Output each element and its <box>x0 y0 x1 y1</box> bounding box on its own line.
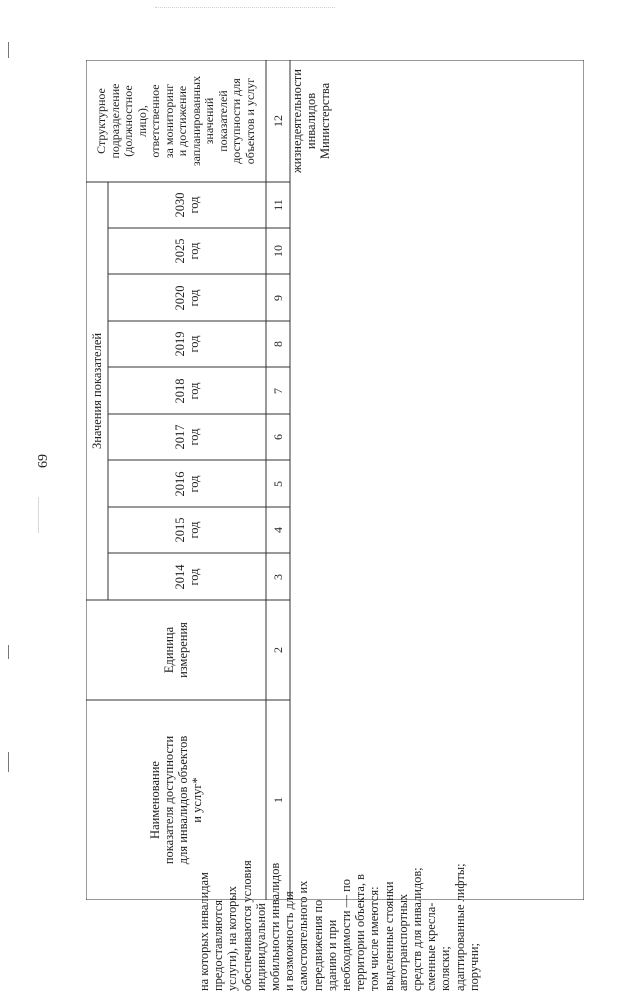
indicators-table <box>86 60 584 991</box>
column-number: 12 <box>271 115 285 127</box>
body-responsible-cell <box>290 60 584 182</box>
header-year: 2016 год <box>173 471 201 496</box>
crop-mark <box>8 752 9 772</box>
header-year-cell <box>108 507 266 553</box>
column-number: 6 <box>271 434 285 440</box>
column-number-cell <box>266 274 290 321</box>
header-year: 2019 год <box>173 331 201 357</box>
column-number-cell <box>266 321 290 367</box>
column-number-cell <box>266 367 290 414</box>
header-year-cell <box>108 414 266 460</box>
column-number-cell <box>266 460 290 507</box>
header-values-group: Значения показателей <box>90 332 105 450</box>
column-number: 8 <box>271 341 285 347</box>
column-number: 1 <box>271 797 285 803</box>
column-number: 3 <box>271 573 285 580</box>
column-number: 5 <box>271 480 285 487</box>
column-number: 2 <box>271 647 285 653</box>
header-year-cell <box>108 553 266 600</box>
column-number-cell <box>266 600 290 700</box>
header-responsible: Структурное подразделение (должностное лицо), ответственное за мониторинг и достижение запланированных значений показателей доступности для объектов и услуг <box>94 75 257 167</box>
crop-mark <box>8 645 9 659</box>
header-year-cell <box>108 367 266 414</box>
header-values-group-cell <box>86 182 108 600</box>
header-year: 2020 год <box>173 285 201 310</box>
column-number-cell <box>266 507 290 553</box>
column-number-cell <box>266 553 290 600</box>
body-name: на которых инвалидам предоставляются услуги), на которых обеспечиваются условия индивидуальной мобильности инвалидов и возможность для самостоятельного их передвижения по зданию и при необходимости — по территории объекта, в том числе имеются: выделенные стоянки автотранспортных средств для инвалидов; сменные кресла- коляски; адаптированные лифты; поручни; <box>196 860 481 991</box>
header-year-cell <box>108 321 266 367</box>
page-number: 69 <box>36 454 51 468</box>
column-number-cell <box>266 182 290 228</box>
header-unit-cell <box>86 600 266 700</box>
body-name-cell <box>196 700 584 991</box>
column-number: 10 <box>271 245 285 257</box>
column-number: 9 <box>271 294 285 301</box>
crop-mark <box>8 42 9 58</box>
header-year: 2014 год <box>173 564 201 589</box>
scan-artifact <box>155 7 335 9</box>
header-unit: Единица измерения <box>162 622 190 678</box>
header-year-cell <box>108 460 266 507</box>
column-number: 11 <box>271 199 285 211</box>
header-year-cell <box>108 228 266 274</box>
body-responsible: жизнедеятельности инвалидов Министерства <box>290 69 332 173</box>
header-responsible-cell <box>86 60 266 182</box>
header-year: 2030 год <box>173 192 201 218</box>
column-number-cell <box>266 60 290 182</box>
header-year: 2018 год <box>173 378 201 403</box>
header-year: 2017 год <box>173 424 201 450</box>
scan-artifact <box>38 497 39 533</box>
column-number-cell <box>266 228 290 274</box>
header-year: 2025 год <box>173 238 201 264</box>
header-name: Наименование показателя доступности для инвалидов объектов и услуг* <box>148 735 204 865</box>
column-number: 4 <box>271 527 285 533</box>
header-year: 2015 год <box>173 517 201 543</box>
header-year-cell <box>108 274 266 321</box>
column-number-cell <box>266 414 290 460</box>
column-number: 7 <box>271 387 285 394</box>
